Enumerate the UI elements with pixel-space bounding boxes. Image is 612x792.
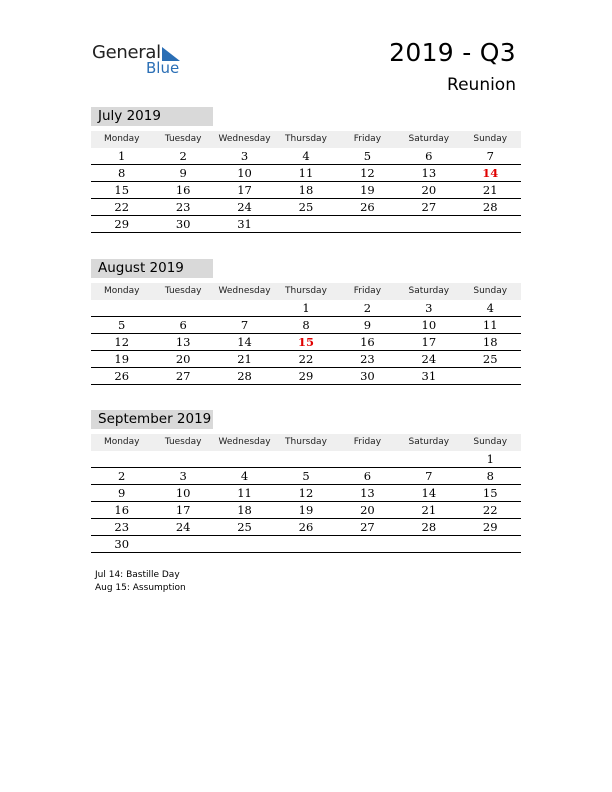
day-cell: 12: [114, 335, 130, 349]
day-cell: 20: [360, 503, 375, 517]
day-cell: 14: [237, 335, 252, 349]
week-row: [91, 351, 521, 368]
day-cell: 12: [298, 486, 314, 500]
week-row: [91, 334, 521, 351]
day-cell: 28: [237, 369, 252, 383]
day-cell: 16: [360, 335, 375, 349]
month-title: August 2019: [91, 259, 213, 278]
day-cell: 16: [175, 183, 191, 197]
week-row: [91, 536, 521, 553]
empty-day-cell: [337, 451, 398, 467]
day-cell: 21: [482, 183, 498, 197]
day-cell: 19: [114, 352, 130, 366]
weekday-label: Saturday: [408, 286, 450, 296]
day-cell: 30: [360, 369, 375, 383]
month-august: [91, 259, 521, 385]
empty-day-cell: [91, 451, 152, 467]
day-cell: 14: [421, 486, 437, 500]
day-cell: 26: [114, 369, 130, 383]
weekday-label: Tuesday: [164, 134, 202, 144]
week-row: [91, 148, 521, 165]
weekday-label: Tuesday: [164, 437, 202, 447]
weekday-label: Thursday: [285, 286, 327, 296]
empty-day-cell: [460, 368, 521, 384]
week-row: [91, 199, 521, 216]
day-cell: 7: [425, 469, 433, 483]
day-cell: 27: [360, 520, 375, 534]
empty-day-cell: [275, 451, 336, 467]
day-cell: 23: [114, 520, 130, 534]
weekday-label: Friday: [353, 134, 382, 144]
day-cell: 1: [486, 452, 494, 466]
day-cell: 11: [298, 166, 314, 180]
empty-day-cell: [398, 216, 459, 232]
day-cell: 4: [302, 149, 310, 163]
empty-day-cell: [152, 536, 213, 552]
day-cell: 29: [114, 217, 130, 231]
empty-day-cell: [152, 451, 213, 467]
day-cell: 3: [179, 469, 187, 483]
weekday-header: [91, 434, 521, 451]
day-cell: 25: [298, 200, 314, 214]
day-cell: 15: [297, 335, 314, 349]
logo-word-blue: Blue: [146, 59, 180, 77]
weekday-label: Saturday: [408, 134, 450, 144]
day-cell: 24: [175, 520, 191, 534]
weekday-label: Sunday: [473, 437, 508, 447]
day-cell: 5: [118, 318, 126, 332]
empty-day-cell: [152, 300, 213, 316]
weekday-label: Monday: [103, 437, 140, 447]
weekday-header: [91, 131, 521, 148]
day-cell: 29: [298, 369, 314, 383]
day-cell: 17: [175, 503, 191, 517]
day-cell: 22: [482, 503, 498, 517]
day-cell: 3: [425, 301, 433, 315]
logo-word-general: General: [92, 42, 161, 63]
day-cell: 23: [175, 200, 191, 214]
day-cell: 6: [179, 318, 187, 332]
day-cell: 2: [363, 301, 372, 315]
day-cell: 31: [421, 369, 437, 383]
day-cell: 19: [298, 503, 314, 517]
weekday-label: Friday: [353, 286, 382, 296]
empty-day-cell: [214, 536, 275, 552]
empty-day-cell: [398, 536, 459, 552]
day-cell: 13: [175, 335, 191, 349]
empty-day-cell: [337, 216, 398, 232]
day-cell: 10: [175, 486, 191, 500]
day-cell: 1: [302, 301, 310, 315]
weekday-label: Tuesday: [164, 286, 202, 296]
day-cell: 27: [175, 369, 191, 383]
weekday-label: Sunday: [473, 286, 508, 296]
week-row: [91, 165, 521, 182]
month-weeks: [91, 148, 521, 233]
week-row: [91, 317, 521, 334]
day-cell: 14: [482, 166, 499, 180]
day-cell: 11: [482, 318, 498, 332]
day-cell: 10: [421, 318, 437, 332]
day-cell: 9: [363, 318, 372, 332]
holiday-notes: [95, 569, 186, 595]
day-cell: 9: [118, 486, 126, 500]
day-cell: 22: [298, 352, 314, 366]
day-cell: 26: [360, 200, 375, 214]
day-cell: 4: [240, 469, 249, 483]
country-name: Reunion: [447, 75, 516, 95]
week-row: [91, 485, 521, 502]
day-cell: 5: [363, 149, 372, 163]
weekday-label: Wednesday: [218, 286, 271, 296]
holiday-note: Aug 15: Assumption: [95, 583, 186, 593]
day-cell: 4: [486, 301, 494, 315]
day-cell: 31: [237, 217, 252, 231]
day-cell: 25: [237, 520, 252, 534]
day-cell: 7: [486, 149, 494, 163]
weekday-label: Wednesday: [218, 437, 271, 447]
week-row: [91, 468, 521, 485]
day-cell: 8: [118, 166, 126, 180]
day-cell: 2: [118, 469, 126, 483]
day-cell: 15: [482, 486, 498, 500]
day-cell: 13: [360, 486, 375, 500]
empty-day-cell: [214, 300, 275, 316]
day-cell: 22: [114, 200, 130, 214]
week-row: [91, 519, 521, 536]
empty-day-cell: [91, 300, 152, 316]
day-cell: 18: [237, 503, 252, 517]
day-cell: 17: [237, 183, 252, 197]
weekday-label: Sunday: [473, 134, 508, 144]
empty-day-cell: [214, 451, 275, 467]
day-cell: 18: [298, 183, 314, 197]
day-cell: 9: [179, 166, 187, 180]
day-cell: 19: [360, 183, 375, 197]
empty-day-cell: [398, 451, 459, 467]
day-cell: 8: [486, 469, 494, 483]
empty-day-cell: [460, 536, 521, 552]
week-row: [91, 502, 521, 519]
weekday-label: Monday: [103, 286, 140, 296]
empty-day-cell: [275, 216, 336, 232]
day-cell: 7: [240, 318, 249, 332]
day-cell: 21: [237, 352, 252, 366]
day-cell: 8: [302, 318, 310, 332]
day-cell: 3: [240, 149, 249, 163]
day-cell: 24: [237, 200, 252, 214]
month-title: September 2019: [91, 410, 213, 429]
page-title: 2019 - Q3: [389, 38, 516, 67]
week-row: [91, 182, 521, 199]
day-cell: 6: [363, 469, 372, 483]
day-cell: 1: [118, 149, 126, 163]
day-cell: 24: [421, 352, 437, 366]
week-row: [91, 451, 521, 468]
day-cell: 23: [360, 352, 375, 366]
month-weeks: [91, 451, 521, 553]
day-cell: 17: [421, 335, 437, 349]
weekday-label: Monday: [103, 134, 140, 144]
day-cell: 10: [237, 166, 252, 180]
month-title: July 2019: [91, 107, 213, 126]
weekday-label: Thursday: [285, 134, 327, 144]
day-cell: 16: [114, 503, 130, 517]
day-cell: 11: [237, 486, 252, 500]
day-cell: 5: [302, 469, 310, 483]
day-cell: 30: [114, 537, 130, 551]
day-cell: 28: [482, 200, 498, 214]
week-row: [91, 368, 521, 385]
weekday-header: [91, 283, 521, 300]
weekday-label: Thursday: [285, 437, 327, 447]
weekday-label: Friday: [353, 437, 382, 447]
empty-day-cell: [275, 536, 336, 552]
weekday-label: Wednesday: [218, 134, 271, 144]
logo: [92, 40, 192, 80]
week-row: [91, 300, 521, 317]
empty-day-cell: [337, 536, 398, 552]
week-row: [91, 216, 521, 233]
day-cell: 20: [175, 352, 191, 366]
month-september: [91, 410, 521, 553]
month-weeks: [91, 300, 521, 385]
day-cell: 26: [298, 520, 314, 534]
day-cell: 15: [114, 183, 130, 197]
day-cell: 27: [421, 200, 437, 214]
day-cell: 6: [425, 149, 433, 163]
day-cell: 20: [421, 183, 437, 197]
day-cell: 25: [482, 352, 498, 366]
month-july: [91, 107, 521, 233]
day-cell: 12: [360, 166, 375, 180]
day-cell: 30: [175, 217, 191, 231]
weekday-label: Saturday: [408, 437, 450, 447]
empty-day-cell: [460, 216, 521, 232]
day-cell: 13: [421, 166, 437, 180]
day-cell: 18: [482, 335, 498, 349]
day-cell: 2: [179, 149, 187, 163]
holiday-note: Jul 14: Bastille Day: [95, 570, 180, 580]
day-cell: 29: [482, 520, 498, 534]
day-cell: 21: [421, 503, 437, 517]
day-cell: 28: [421, 520, 437, 534]
